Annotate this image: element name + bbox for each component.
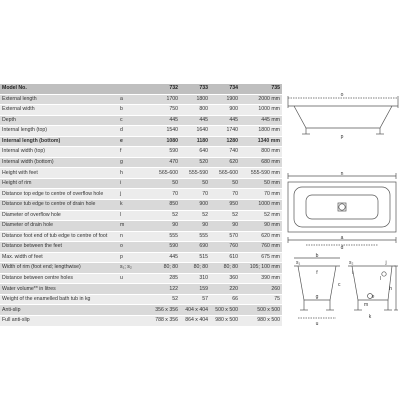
value-732: 788 x 356	[150, 316, 180, 327]
value-733: 555	[180, 231, 210, 242]
value-732: 285	[150, 273, 180, 284]
row-symbol: c	[118, 115, 150, 126]
row-label: Full anti-slip	[0, 316, 118, 327]
value-735: 105; 100 mm	[240, 263, 282, 274]
value-733: 70	[180, 189, 210, 200]
value-734: 500 x 500	[210, 305, 240, 316]
label-m: m	[364, 302, 369, 308]
value-734: 360	[210, 273, 240, 284]
value-734: 740	[210, 147, 240, 158]
label-b: b	[315, 253, 319, 259]
value-735: 1000 mm	[240, 105, 282, 116]
value-733: 1640	[180, 126, 210, 137]
value-732: 445	[150, 252, 180, 263]
label-n: n	[340, 171, 344, 177]
value-733: 52	[180, 210, 210, 221]
col-symbol	[118, 84, 150, 94]
value-732: 470	[150, 157, 180, 168]
value-733: 445	[180, 115, 210, 126]
table-row	[0, 147, 282, 158]
value-732: 90	[150, 221, 180, 232]
value-732: 80; 80	[150, 263, 180, 274]
table-row	[0, 284, 282, 295]
value-733: 520	[180, 157, 210, 168]
tub-cross-sections	[292, 252, 400, 338]
value-734: 70	[210, 189, 240, 200]
value-733: 1800	[180, 94, 210, 105]
label-s1: s₁	[296, 260, 301, 266]
value-732: 590	[150, 147, 180, 158]
tub-top-view	[284, 170, 400, 250]
value-734: 620	[210, 157, 240, 168]
row-symbol: m	[118, 221, 150, 232]
value-735: 70 mm	[240, 189, 282, 200]
value-733: 159	[180, 284, 210, 295]
value-734: 1280	[210, 136, 240, 147]
label-j: j	[385, 260, 387, 266]
row-symbol: k	[118, 200, 150, 211]
label-k: k	[368, 314, 372, 320]
row-label: Max. width of feet	[0, 252, 118, 263]
value-734: 445	[210, 115, 240, 126]
value-734: 900	[210, 105, 240, 116]
table-row	[0, 178, 282, 189]
value-735: 445 mm	[240, 115, 282, 126]
value-734: 1740	[210, 126, 240, 137]
value-732: 52	[150, 294, 180, 305]
value-732: 356 x 356	[150, 305, 180, 316]
row-label: Internal length (bottom)	[0, 136, 118, 147]
value-735: 75	[240, 294, 282, 305]
value-734: 570	[210, 231, 240, 242]
value-733: 800	[180, 105, 210, 116]
table-row	[0, 273, 282, 284]
tub-side-view	[284, 84, 400, 140]
table-row	[0, 115, 282, 126]
row-label: Distance tub edge to centre of drain hole	[0, 200, 118, 211]
row-label: External length	[0, 94, 118, 105]
value-732: 445	[150, 115, 180, 126]
value-733: 57	[180, 294, 210, 305]
table-row	[0, 189, 282, 200]
row-label: Height with feet	[0, 168, 118, 179]
table-row	[0, 316, 282, 327]
row-label: Internal width (bottom)	[0, 157, 118, 168]
value-732: 750	[150, 105, 180, 116]
row-symbol: g	[118, 157, 150, 168]
label-p: p	[340, 134, 344, 140]
row-label: Internal length (top)	[0, 126, 118, 137]
label-f: f	[316, 270, 318, 276]
value-732: 70	[150, 189, 180, 200]
value-734: 52	[210, 210, 240, 221]
label-s2: s₂	[349, 260, 354, 266]
table-row	[0, 200, 282, 211]
row-label: Internal width (top)	[0, 147, 118, 158]
value-735: 1340 mm	[240, 136, 282, 147]
value-733: 690	[180, 242, 210, 253]
col-735: 735	[240, 84, 282, 94]
label-c: c	[338, 282, 341, 288]
col-734: 734	[210, 84, 240, 94]
row-symbol: s₁; s₂	[118, 263, 150, 274]
label-g: g	[315, 294, 319, 300]
value-732: 1700	[150, 94, 180, 105]
table-row	[0, 105, 282, 116]
row-symbol: f	[118, 147, 150, 158]
value-732: 565-600	[150, 168, 180, 179]
value-733: 310	[180, 273, 210, 284]
value-733: 900	[180, 200, 210, 211]
table-row	[0, 231, 282, 242]
value-735: 760 mm	[240, 242, 282, 253]
label-u: u	[315, 321, 319, 327]
value-735: 260	[240, 284, 282, 295]
value-735: 675 mm	[240, 252, 282, 263]
table-row	[0, 210, 282, 221]
table-row	[0, 242, 282, 253]
value-734: 1900	[210, 94, 240, 105]
value-735: 90 mm	[240, 221, 282, 232]
value-732: 1080	[150, 136, 180, 147]
table-row	[0, 252, 282, 263]
value-735: 390 mm	[240, 273, 282, 284]
row-symbol	[118, 294, 150, 305]
row-label: Diameter of overflow hole	[0, 210, 118, 221]
value-735: 1000 mm	[240, 200, 282, 211]
value-734: 90	[210, 221, 240, 232]
value-733: 864 x 404	[180, 316, 210, 327]
row-symbol: l	[118, 210, 150, 221]
value-732: 590	[150, 242, 180, 253]
row-symbol	[118, 305, 150, 316]
col-733: 733	[180, 84, 210, 94]
value-735: 980 x 500	[240, 316, 282, 327]
value-734: 610	[210, 252, 240, 263]
table-row	[0, 157, 282, 168]
value-735: 800 mm	[240, 147, 282, 158]
value-735: 1800 mm	[240, 126, 282, 137]
value-732: 1540	[150, 126, 180, 137]
row-label: External width	[0, 105, 118, 116]
value-734: 760	[210, 242, 240, 253]
label-e: e	[371, 294, 375, 300]
row-symbol: u	[118, 273, 150, 284]
col-model: Model No.	[0, 84, 118, 94]
row-label: Width of rim (foot end; lengthwise)	[0, 263, 118, 274]
value-732: 52	[150, 210, 180, 221]
value-735: 620 mm	[240, 231, 282, 242]
row-label: Diameter of drain hole	[0, 221, 118, 232]
value-732: 555	[150, 231, 180, 242]
row-symbol: h	[118, 168, 150, 179]
value-734: 950	[210, 200, 240, 211]
table-row	[0, 305, 282, 316]
row-label: Distance top edge to centre of overflow hole	[0, 189, 118, 200]
value-733: 555-590	[180, 168, 210, 179]
table-row	[0, 263, 282, 274]
table-header-row	[0, 84, 282, 94]
row-symbol: j	[118, 189, 150, 200]
label-h: h	[389, 286, 392, 292]
table-row	[0, 221, 282, 232]
value-733: 1180	[180, 136, 210, 147]
label-d: d	[340, 245, 344, 250]
row-symbol	[118, 284, 150, 295]
value-734: 80; 80	[210, 263, 240, 274]
value-733: 80; 80	[180, 263, 210, 274]
label-l: l	[380, 276, 382, 282]
row-label: Distance between the feet	[0, 242, 118, 253]
label-a: a	[340, 235, 344, 241]
row-symbol: d	[118, 126, 150, 137]
value-734: 50	[210, 178, 240, 189]
table-row	[0, 94, 282, 105]
dimensions-table	[0, 84, 282, 327]
row-label: Depth	[0, 115, 118, 126]
row-symbol: i	[118, 178, 150, 189]
row-label: Anti-slip	[0, 305, 118, 316]
value-732: 122	[150, 284, 180, 295]
col-732: 732	[150, 84, 180, 94]
value-735: 52 mm	[240, 210, 282, 221]
table-row	[0, 168, 282, 179]
value-733: 90	[180, 221, 210, 232]
label-i: i	[352, 270, 354, 276]
value-735: 680 mm	[240, 157, 282, 168]
row-label: Distance between centre holes	[0, 273, 118, 284]
value-733: 515	[180, 252, 210, 263]
row-symbol: o	[118, 242, 150, 253]
label-o: o	[340, 92, 344, 98]
value-735: 500 x 500	[240, 305, 282, 316]
row-symbol: p	[118, 252, 150, 263]
row-label: Distance foot end of tub edge to centre of foot	[0, 231, 118, 242]
table-row	[0, 136, 282, 147]
table-row	[0, 126, 282, 137]
row-symbol	[118, 316, 150, 327]
value-732: 50	[150, 178, 180, 189]
value-735: 555-590 mm	[240, 168, 282, 179]
row-label: Height of rim	[0, 178, 118, 189]
row-symbol: n	[118, 231, 150, 242]
table-row	[0, 294, 282, 305]
value-735: 2000 mm	[240, 94, 282, 105]
value-733: 50	[180, 178, 210, 189]
row-symbol: a	[118, 94, 150, 105]
value-734: 66	[210, 294, 240, 305]
value-732: 850	[150, 200, 180, 211]
value-733: 640	[180, 147, 210, 158]
value-734: 565-600	[210, 168, 240, 179]
row-label: Weight of the enamelled bath tub in kg	[0, 294, 118, 305]
row-label: Water volume** in litres	[0, 284, 118, 295]
value-734: 980 x 500	[210, 316, 240, 327]
value-735: 50 mm	[240, 178, 282, 189]
value-733: 404 x 404	[180, 305, 210, 316]
row-symbol: e	[118, 136, 150, 147]
value-734: 220	[210, 284, 240, 295]
row-symbol: b	[118, 105, 150, 116]
